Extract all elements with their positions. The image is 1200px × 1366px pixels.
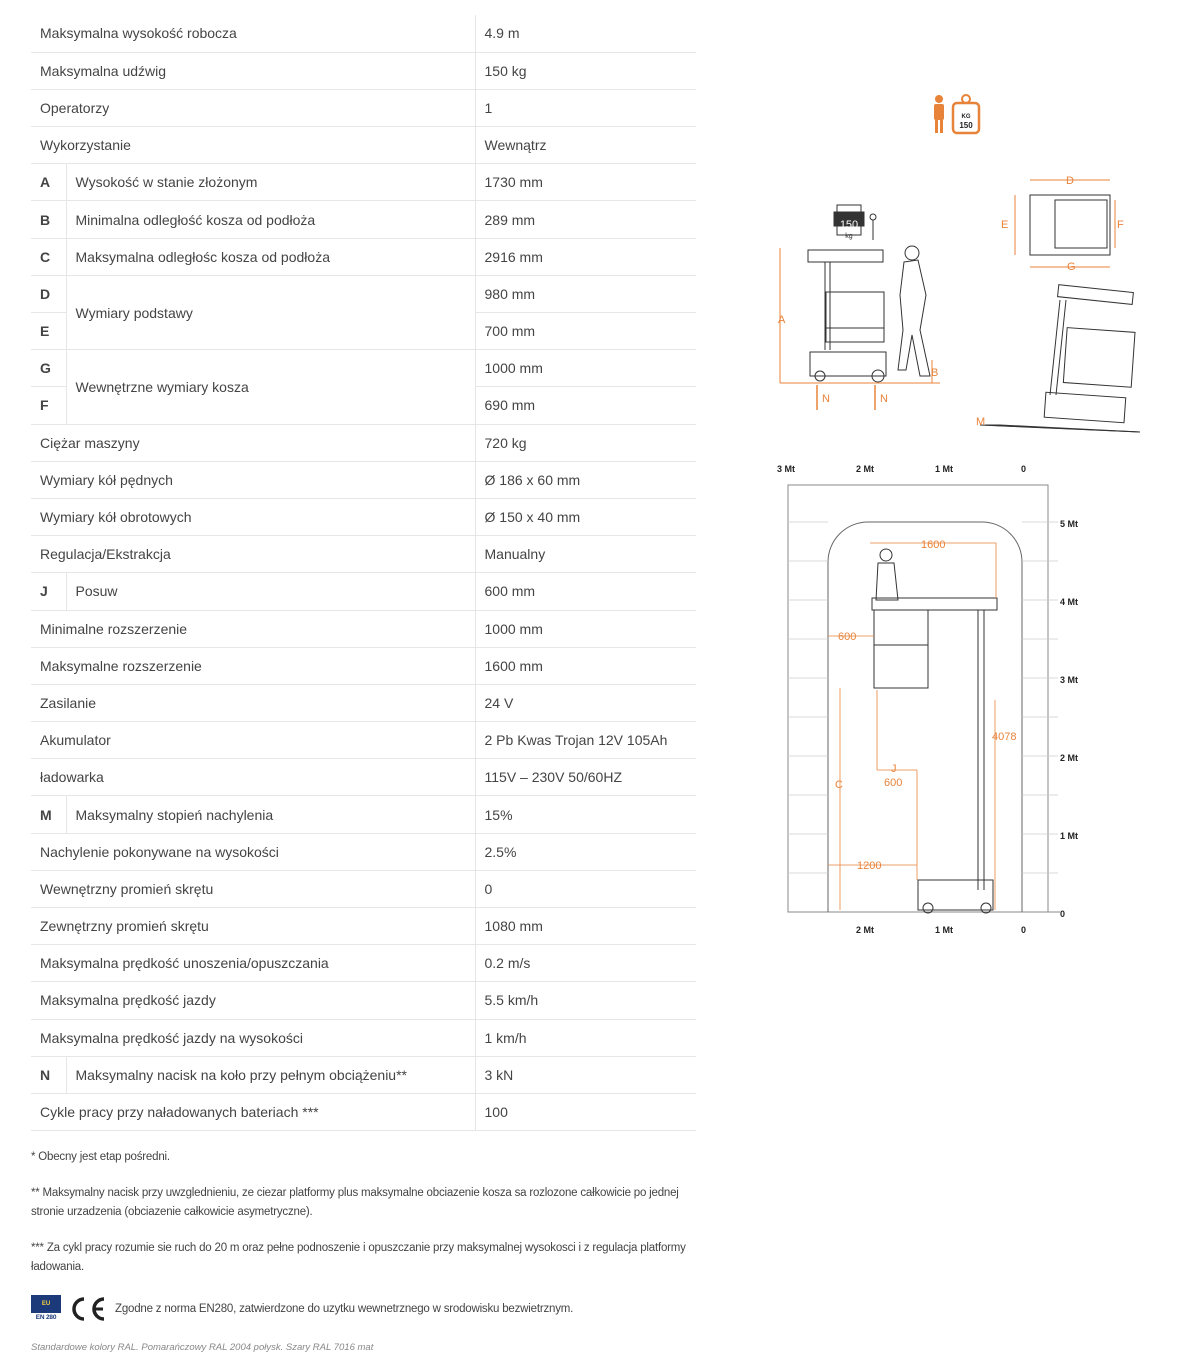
spec-value: 24 V bbox=[475, 684, 696, 721]
spec-label: Ciężar maszyny bbox=[31, 424, 475, 461]
spec-value: Ø 186 x 60 mm bbox=[475, 461, 696, 498]
dim-posuw: 600 bbox=[838, 631, 857, 643]
spec-value: 980 mm bbox=[475, 275, 696, 312]
spec-label: Wymiary kół pędnych bbox=[31, 461, 475, 498]
spec-label: Regulacja/Ekstrakcja bbox=[31, 536, 475, 573]
spec-label: Maksymalny nacisk na koło przy pełnym obciążeniu** bbox=[66, 1056, 475, 1093]
spec-table bbox=[31, 15, 696, 1131]
spec-value: 600 mm bbox=[475, 573, 696, 610]
spec-value: Manualny bbox=[475, 536, 696, 573]
table-row bbox=[31, 722, 696, 759]
incline-view bbox=[980, 285, 1140, 432]
table-row bbox=[31, 759, 696, 796]
table-row bbox=[31, 350, 696, 387]
table-row bbox=[31, 52, 696, 89]
spec-value: 1600 mm bbox=[475, 647, 696, 684]
spec-label: Maksymalna udźwig bbox=[31, 52, 475, 89]
spec-value: 3 kN bbox=[475, 1056, 696, 1093]
table-row bbox=[31, 870, 696, 907]
axis-top-label: 3 Mt bbox=[777, 464, 795, 474]
spec-label: Akumulator bbox=[31, 722, 475, 759]
dim-d: D bbox=[1066, 175, 1074, 187]
table-row bbox=[31, 610, 696, 647]
spec-letter: D bbox=[31, 275, 66, 312]
table-row bbox=[31, 15, 696, 52]
table-row bbox=[31, 684, 696, 721]
spec-value: 690 mm bbox=[475, 387, 696, 424]
axis-bottom-label: 0 bbox=[1021, 925, 1027, 935]
spec-label: Maksymalne rozszerzenie bbox=[31, 647, 475, 684]
axis-top-label: 2 Mt bbox=[856, 464, 874, 474]
spec-value: 0.2 m/s bbox=[475, 945, 696, 982]
spec-value: 100 bbox=[475, 1093, 696, 1130]
axis-top-label: 1 Mt bbox=[935, 464, 953, 474]
spec-value: 2 Pb Kwas Trojan 12V 105Ah bbox=[475, 722, 696, 759]
table-row bbox=[31, 796, 696, 833]
spec-value: 2.5% bbox=[475, 833, 696, 870]
axis-y-label: 0 bbox=[1060, 909, 1066, 919]
spec-label: Wewnętrzny promień skrętu bbox=[31, 870, 475, 907]
spec-label: Cykle pracy przy naładowanych bateriach *** bbox=[31, 1093, 475, 1130]
top-view bbox=[1015, 180, 1115, 267]
dim-a: A bbox=[778, 314, 786, 326]
spec-value: 115V – 230V 50/60HZ bbox=[475, 759, 696, 796]
dim-m: M bbox=[976, 416, 986, 428]
axis-y-label: 1 Mt bbox=[1060, 831, 1078, 841]
spec-value: 1730 mm bbox=[475, 164, 696, 201]
spec-value: 5.5 km/h bbox=[475, 982, 696, 1019]
table-row bbox=[31, 164, 696, 201]
axis-y-label: 3 Mt bbox=[1060, 675, 1078, 685]
table-row bbox=[31, 238, 696, 275]
spec-value: 289 mm bbox=[475, 201, 696, 238]
dim-n-right: N bbox=[880, 393, 888, 405]
eu-flag-icon bbox=[31, 1295, 61, 1313]
dim-j: J bbox=[891, 763, 897, 775]
spec-value: Ø 150 x 40 mm bbox=[475, 498, 696, 535]
spec-label: Minimalne rozszerzenie bbox=[31, 610, 475, 647]
spec-letter: F bbox=[31, 387, 66, 424]
spec-value: 700 mm bbox=[475, 313, 696, 350]
table-row bbox=[31, 833, 696, 870]
spec-value: 1 km/h bbox=[475, 1019, 696, 1056]
axis-y-label: 5 Mt bbox=[1060, 519, 1078, 529]
axis-bottom-label: 1 Mt bbox=[935, 925, 953, 935]
eu-en280-badge-icon bbox=[31, 1295, 61, 1323]
table-row bbox=[31, 536, 696, 573]
table-row bbox=[31, 201, 696, 238]
table-row bbox=[31, 1093, 696, 1130]
spec-label: Maksymalna prędkość jazdy bbox=[31, 982, 475, 1019]
spec-value: 1 bbox=[475, 89, 696, 126]
spec-value: 0 bbox=[475, 870, 696, 907]
spec-value: 150 kg bbox=[475, 52, 696, 89]
spec-label: Maksymalny stopień nachylenia bbox=[66, 796, 475, 833]
en280-label: EN 280 bbox=[35, 1314, 57, 1321]
dim-g: G bbox=[1067, 261, 1076, 273]
table-row bbox=[31, 424, 696, 461]
dim-base-reach: 1200 bbox=[857, 860, 882, 872]
table-row bbox=[31, 89, 696, 126]
spec-letter: J bbox=[31, 573, 66, 610]
spec-letter: M bbox=[31, 796, 66, 833]
spec-label: ładowarka bbox=[31, 759, 475, 796]
extended-machine bbox=[872, 549, 997, 913]
dim-e: E bbox=[1001, 219, 1009, 231]
load-sign-unit: kg bbox=[845, 233, 853, 240]
table-row bbox=[31, 908, 696, 945]
ce-mark-icon bbox=[67, 1295, 107, 1323]
load-sign-value: 150 bbox=[839, 219, 859, 231]
spec-label: Wewnętrzne wymiary kosza bbox=[66, 350, 475, 424]
spec-label: Zasilanie bbox=[31, 684, 475, 721]
ral-colors-note: Standardowe kolory RAL. Pomarańczowy RAL 2004 połysk. Szary RAL 7016 mat bbox=[31, 1342, 374, 1353]
spec-value: 1080 mm bbox=[475, 908, 696, 945]
dim-j-value: 600 bbox=[884, 777, 903, 789]
spec-label: Wysokość w stanie złożonym bbox=[66, 164, 475, 201]
load-badge-top: KG bbox=[961, 114, 971, 120]
axis-y-label: 2 Mt bbox=[1060, 753, 1078, 763]
spec-label: Maksymalna odległośc kosza od podłoża bbox=[66, 238, 475, 275]
table-row bbox=[31, 647, 696, 684]
dim-f: F bbox=[1117, 219, 1124, 231]
spec-label: Zewnętrzny promień skrętu bbox=[31, 908, 475, 945]
dim-reach: 1600 bbox=[921, 539, 946, 551]
spec-label: Minimalna odległość kosza od podłoża bbox=[66, 201, 475, 238]
table-row bbox=[31, 1019, 696, 1056]
table-row bbox=[31, 127, 696, 164]
footnote: *** Za cykl pracy rozumie sie ruch do 20 m oraz pełne podnoszenie i opuszczanie przy maksymalnej wysokosci i z regulacja platformy ładowania. bbox=[31, 1242, 686, 1273]
footnotes bbox=[31, 1148, 701, 1294]
spec-label: Nachylenie pokonywane na wysokości bbox=[31, 833, 475, 870]
spec-letter: C bbox=[31, 238, 66, 275]
footnote: ** Maksymalny nacisk przy uwzglednieniu, ze ciezar platformy plus maksymalne obciazenie kosza sa rozlozone całkowicie po jednej stronie urzadzenia (obciazenie całkowicie asymetryczne). bbox=[31, 1187, 679, 1218]
dim-b: B bbox=[931, 367, 939, 379]
load-badge-value: 150 bbox=[959, 121, 973, 130]
spec-label: Maksymalna prędkość unoszenia/opuszczania bbox=[31, 945, 475, 982]
compliance-text: Zgodne z norma EN280, zatwierdzone do uzytku wewnetrznego w srodowisku bezwietrznym. bbox=[115, 1303, 574, 1315]
spec-letter: G bbox=[31, 350, 66, 387]
spec-value: 1000 mm bbox=[475, 350, 696, 387]
spec-label: Maksymalna prędkość jazdy na wysokości bbox=[31, 1019, 475, 1056]
eu-label: EU bbox=[41, 1301, 51, 1307]
axis-bottom-label: 2 Mt bbox=[856, 925, 874, 935]
spec-label: Operatorzy bbox=[31, 89, 475, 126]
spec-value: Wewnątrz bbox=[475, 127, 696, 164]
operator-load-icon bbox=[934, 95, 979, 133]
axis-top-label: 0 bbox=[1021, 464, 1027, 474]
side-view bbox=[780, 205, 940, 410]
dim-height: 4078 bbox=[992, 731, 1017, 743]
spec-value: 2916 mm bbox=[475, 238, 696, 275]
table-row bbox=[31, 1056, 696, 1093]
table-row bbox=[31, 945, 696, 982]
spec-label: Wymiary kół obrotowych bbox=[31, 498, 475, 535]
spec-label: Posuw bbox=[66, 573, 475, 610]
compliance-row bbox=[31, 1294, 573, 1324]
table-row bbox=[31, 498, 696, 535]
spec-label: Wykorzystanie bbox=[31, 127, 475, 164]
dim-n-left: N bbox=[822, 393, 830, 405]
spec-value: 1000 mm bbox=[475, 610, 696, 647]
dim-c: C bbox=[835, 779, 843, 791]
technical-diagram bbox=[760, 80, 1180, 960]
spec-value: 720 kg bbox=[475, 424, 696, 461]
spec-value: 15% bbox=[475, 796, 696, 833]
spec-letter: E bbox=[31, 313, 66, 350]
table-row bbox=[31, 573, 696, 610]
table-row bbox=[31, 275, 696, 312]
axis-y-label: 4 Mt bbox=[1060, 597, 1078, 607]
spec-value: 4.9 m bbox=[475, 15, 696, 52]
spec-letter: A bbox=[31, 164, 66, 201]
spec-letter: B bbox=[31, 201, 66, 238]
table-row bbox=[31, 461, 696, 498]
table-row bbox=[31, 982, 696, 1019]
footnote: * Obecny jest etap pośredni. bbox=[31, 1151, 170, 1163]
spec-label: Maksymalna wysokość robocza bbox=[31, 15, 475, 52]
spec-label: Wymiary podstawy bbox=[66, 275, 475, 349]
spec-letter: N bbox=[31, 1056, 66, 1093]
